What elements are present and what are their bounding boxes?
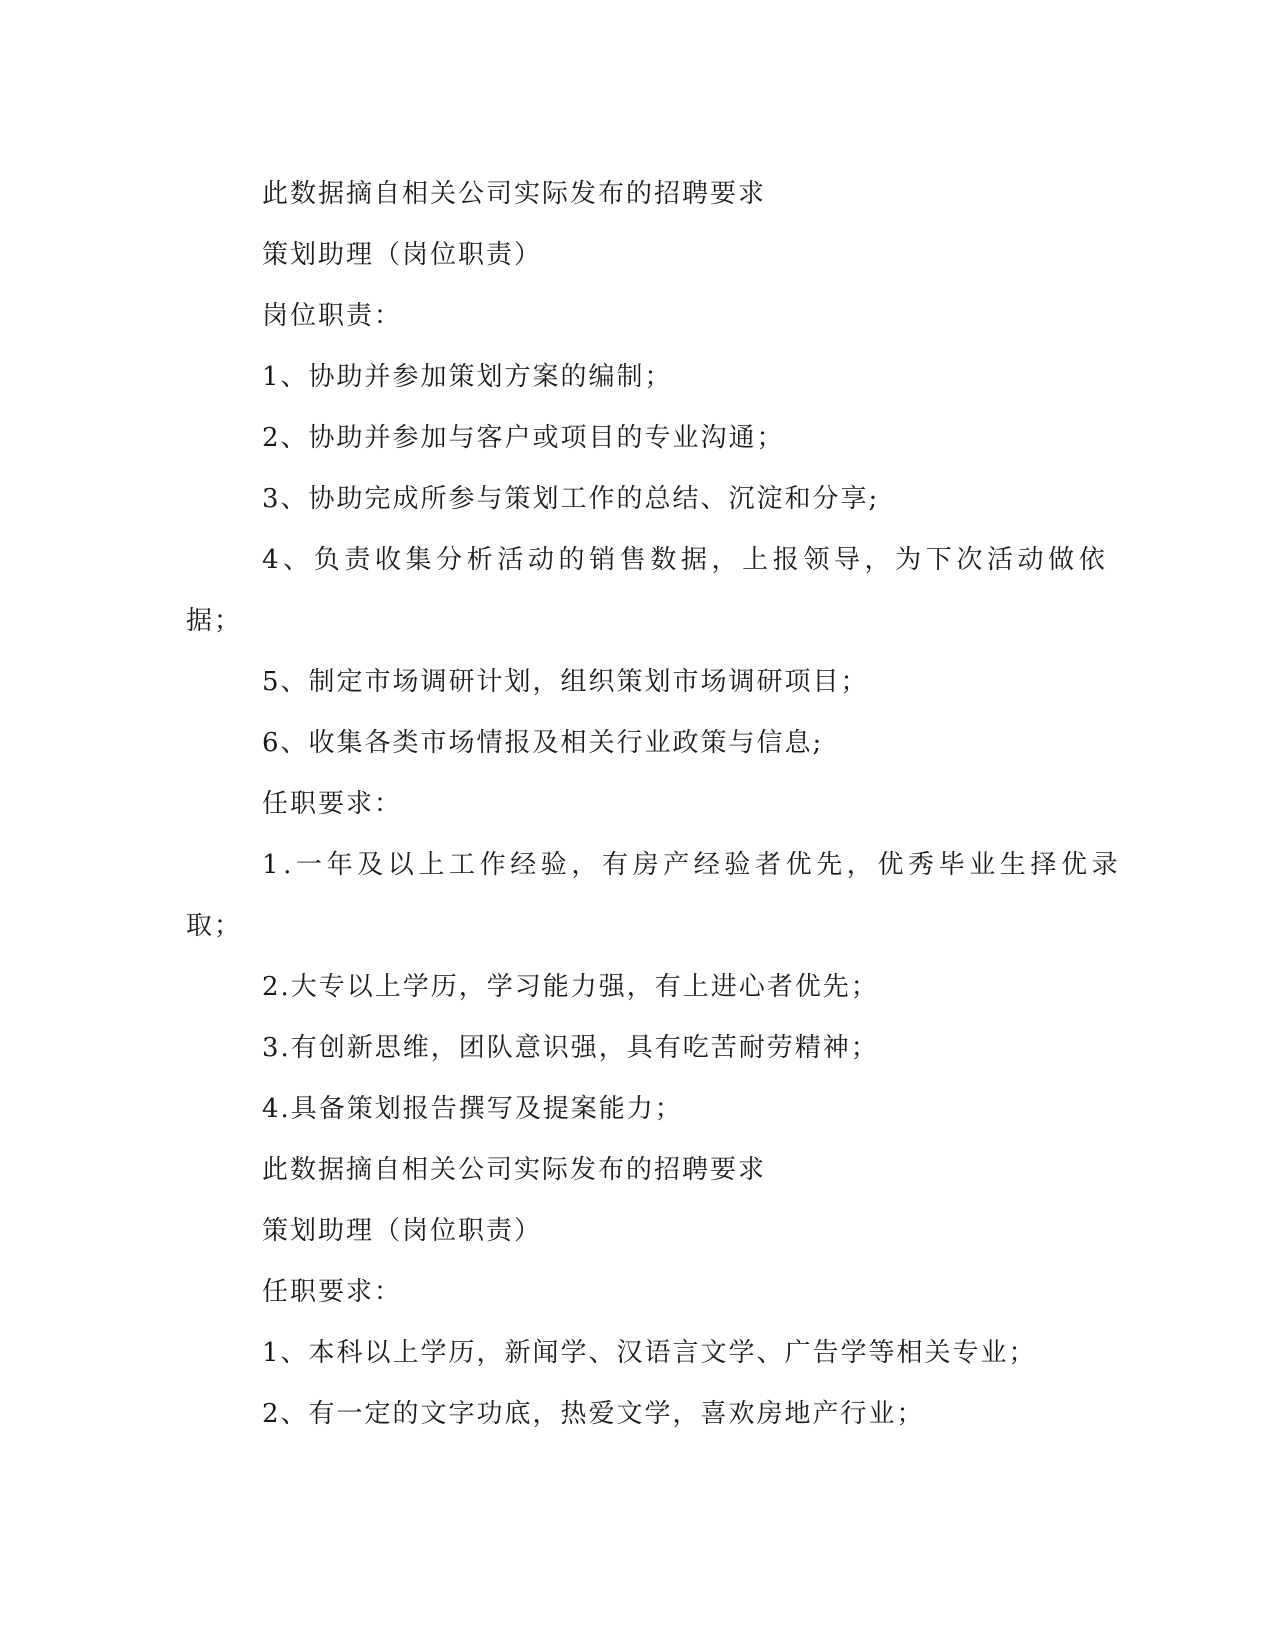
duty-item-1: 1、协助并参加策划方案的编制； <box>262 362 673 392</box>
requirement-item-1: 1.一年及以上工作经验，有房产经验者优先，优秀毕业生择优录 <box>262 850 1123 880</box>
requirement-item-4: 4.具备策划报告撰写及提案能力； <box>262 1094 683 1124</box>
job-title-2: 策划助理（岗位职责） <box>262 1216 543 1246</box>
document-body <box>186 164 1123 1445</box>
requirement-item-1-continued: 取； <box>186 911 243 941</box>
section-heading-requirements: 任职要求： <box>262 789 403 819</box>
requirement-item-2: 2.大专以上学历，学习能力强，有上进心者优先； <box>262 972 879 1002</box>
duty-item-4-continued: 据； <box>186 606 243 636</box>
duty-item-2: 2、协助并参加与客户或项目的专业沟通； <box>262 423 785 453</box>
requirement-2-item-2: 2、有一定的文字功底，热爱文学，喜欢房地产行业； <box>262 1399 925 1429</box>
duty-item-3: 3、协助完成所参与策划工作的总结、沉淀和分享; <box>262 484 880 514</box>
source-note-2: 此数据摘自相关公司实际发布的招聘要求 <box>262 1155 767 1185</box>
duty-item-4: 4、负责收集分析活动的销售数据，上报领导，为下次活动做依 <box>262 545 1110 575</box>
source-note: 此数据摘自相关公司实际发布的招聘要求 <box>262 179 767 209</box>
requirement-2-item-1: 1、本科以上学历，新闻学、汉语言文学、广告学等相关专业； <box>262 1338 1037 1368</box>
section-heading-requirements-2: 任职要求： <box>262 1277 403 1307</box>
requirement-item-3: 3.有创新思维，团队意识强，具有吃苦耐劳精神； <box>262 1033 879 1063</box>
duty-item-5: 5、制定市场调研计划，组织策划市场调研项目； <box>262 667 869 697</box>
job-title: 策划助理（岗位职责） <box>262 240 543 270</box>
duty-item-6: 6、收集各类市场情报及相关行业政策与信息; <box>262 728 824 758</box>
section-heading-duties: 岗位职责： <box>262 301 403 331</box>
